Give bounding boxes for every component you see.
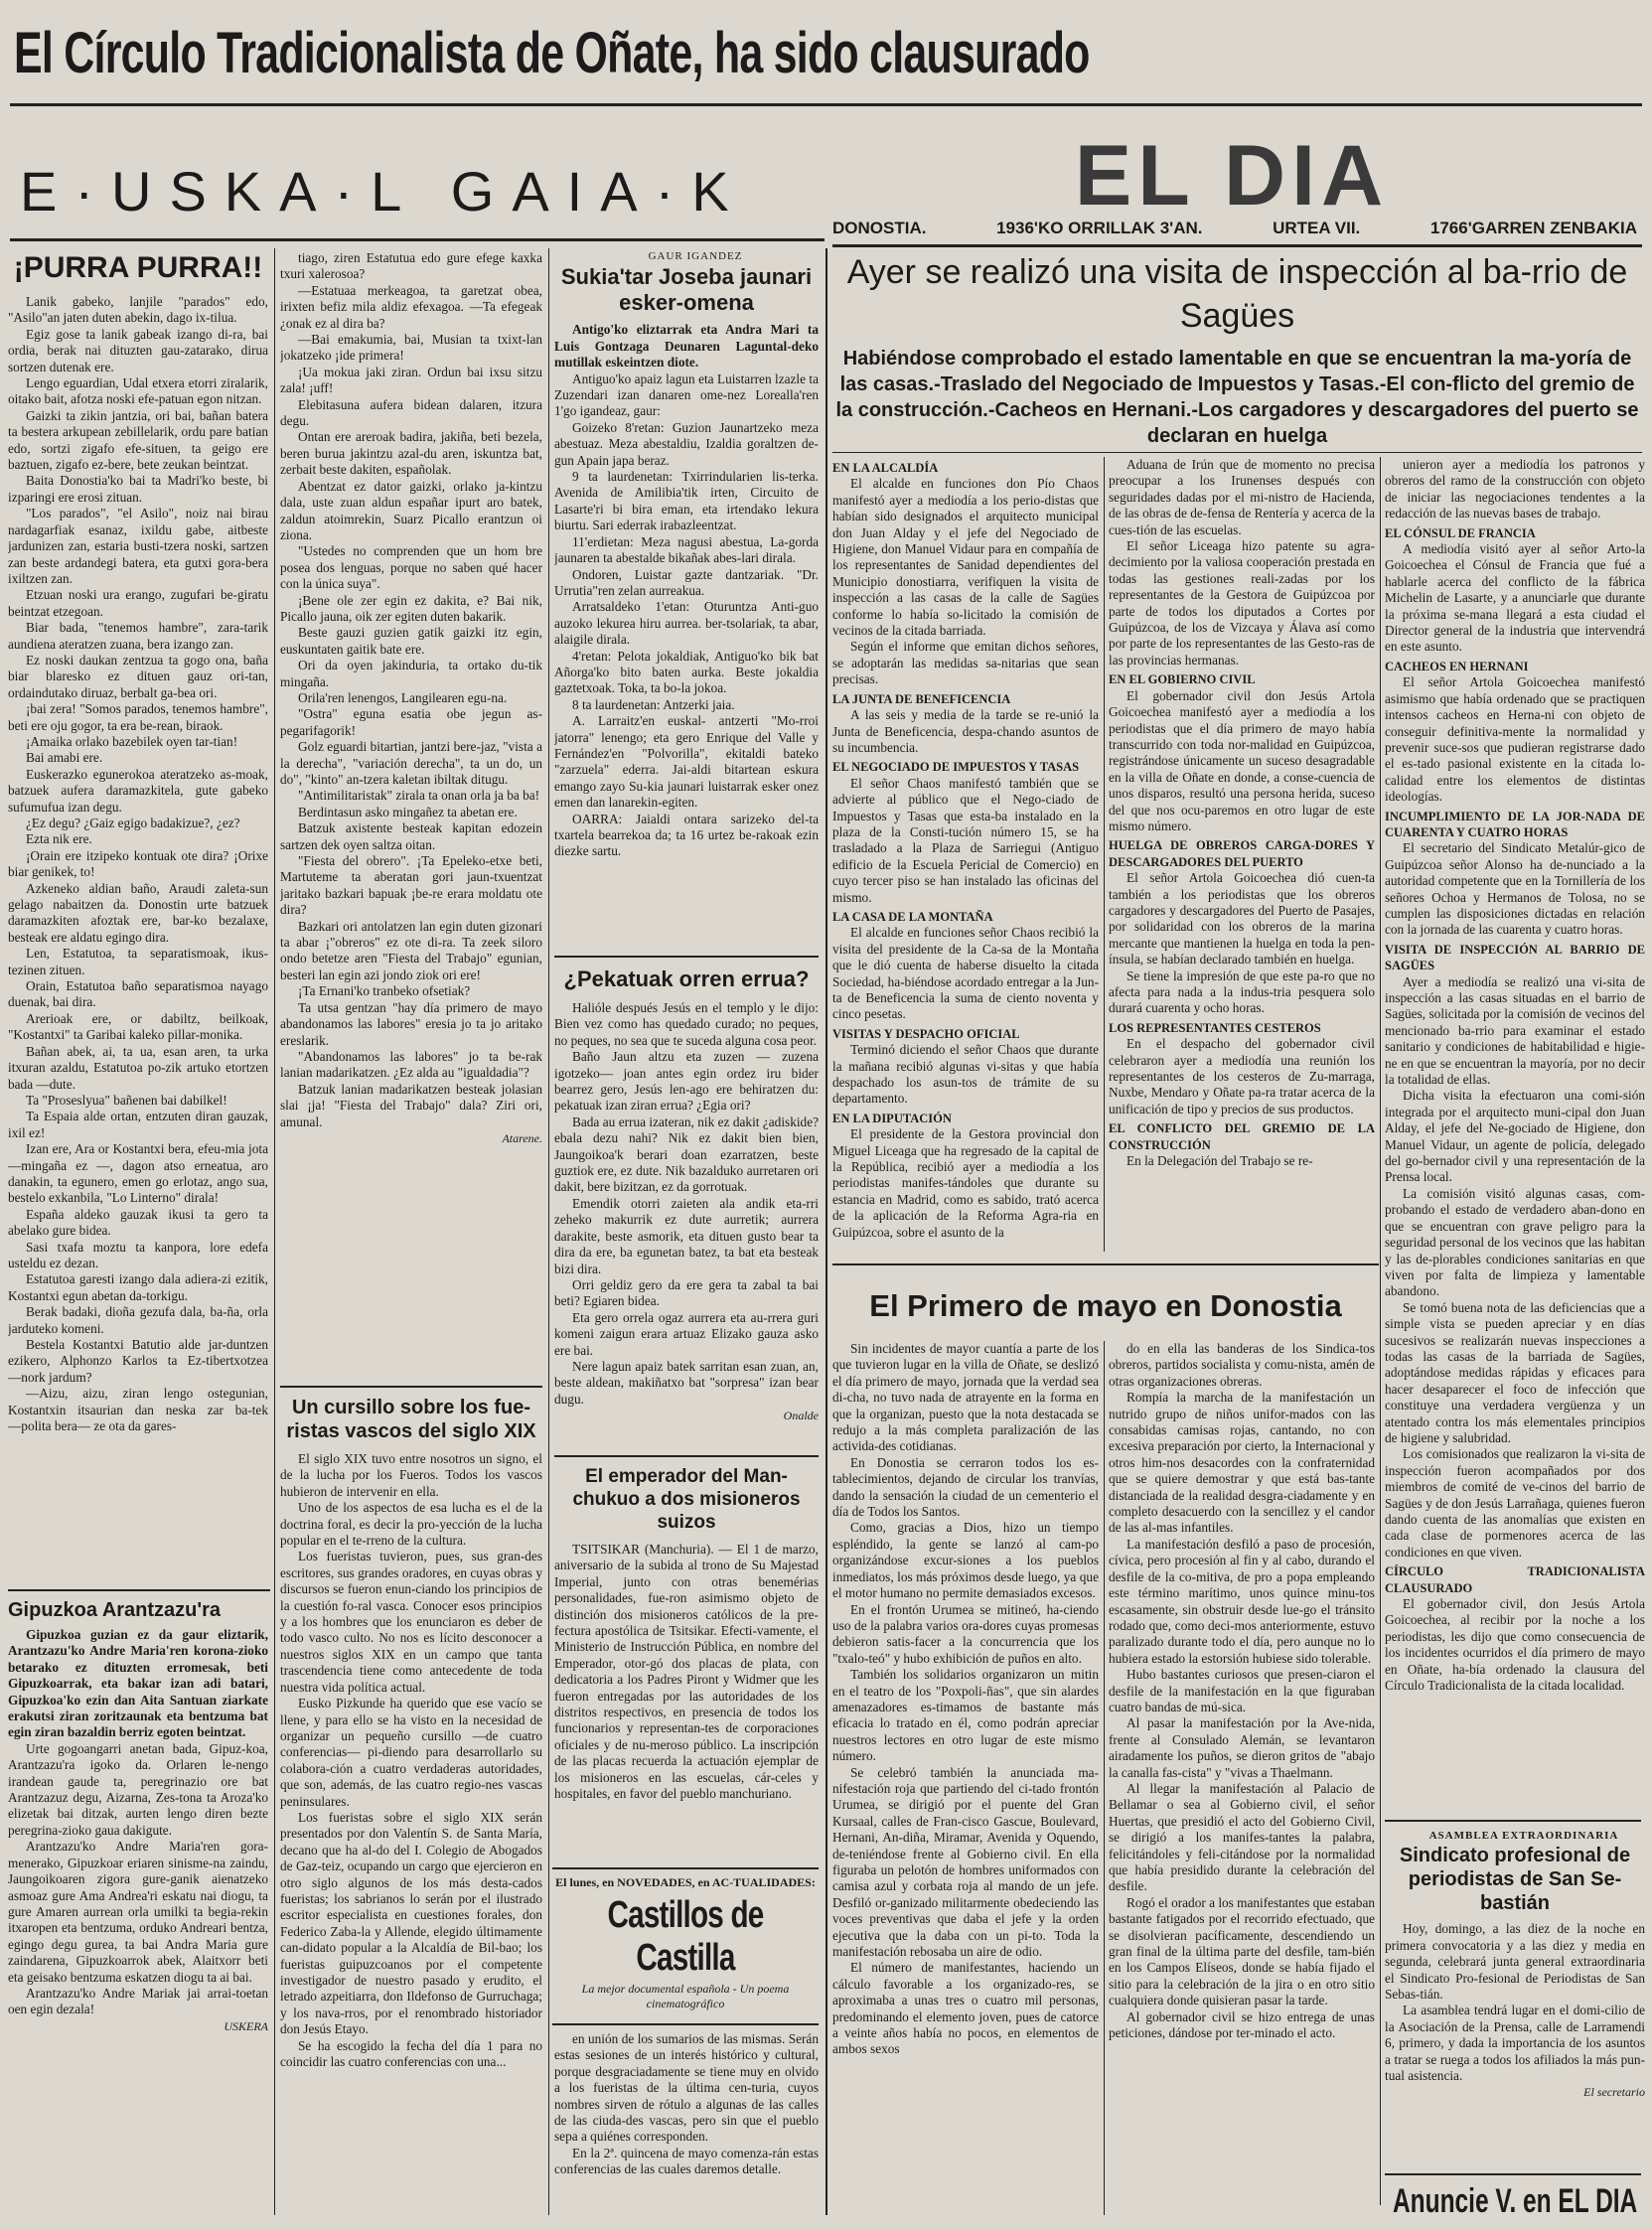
paragraph: Antiguo'ko apaiz lagun eta Luistarren lzazle ta Zuzendari izan danaren ome-nez Lorealla'ren 1'go igandeaz, gaur: [554,371,819,419]
lead-rule [832,452,1642,453]
section-subhead: CÍRCULO TRADICIONALISTA CLAUSURADO [1385,1564,1645,1595]
paragraph: Los fueristas sobre el siglo XIX serán presentados por don Valentín S. de Santa María, decano que ha al-do del I. Colegio de Abogados de Gaz-teiz, ocupando un cargo que ejercieron en otro siglo algunos de los más desta-cados fueristas; los sabrianos lo serán por el ilustrado escritor especialista en cuestiones forales, don Federico Zaba-la y Allende, elegido últimamente can-didato popular a la Alcaldía de Bil-bao; los fueristas guipuzcoanos por el competente investigador de nuestro pasado y erudito, el letrado azpeitiarra, don Ildefonso de Gurruchaga; y los nava-rros, por el renombrado historiador don Jesús Etayo. [280,1809,542,2037]
paragraph: El gobernador civil, don Jesús Artola Goicoechea, al recibir por la noche a los periodistas, les dijo que como consecuencia de los incidentes ocurridos el día primero de mayo en Oñate, ha-bía ordenado la clausura del Círculo Tradicionalista de la citada localidad. [1385,1596,1645,1694]
paragraph: Ez noski daukan zentzua ta gogo ona, baña biar blaresko ez dituen gauz ori-tan, ordaindutako diruaz, berbalt ga-bea ori. [8,652,268,700]
paragraph: 8 ta laurdenetan: Antzerki jaia. [572,696,735,712]
issue-date: 1936'KO ORRILLAK 3'AN. [996,219,1203,237]
paragraph: Terminó diciendo el señor Chaos que durante la mañana recibió algunas vi-sitas y que había despachado los asun-tos de trámite de su departamento. [832,1042,1099,1107]
article-headline: Sindicato profesional de periodistas de San Se-bastián [1399,1845,1631,1915]
section-subhead: EN LA ALCALDÍA [832,461,939,475]
paragraph: Ezta nik ere. [26,831,92,847]
paragraph: El señor Chaos manifestó también que se advierte al público que el Nego-ciado de Impuestos y Tasas que esta-ba instalado en la plaza de la Consti-tución número 15, se ha trasladado a la Plaza de Sarriegui (Antiguo edificio de la Escuela Pericial de Comercio) en cuyo tercer piso se han instalado las oficinas del mismo. [832,775,1099,905]
paragraph: Según el informe que emitan dichos señores, se adoptarán las medidas sa-nitarias que sean precisas. [832,639,1099,687]
paragraph: En el despacho del gobernador civil celebraron ayer a mediodía una reunión los representantes de los cesteros de Zu-marraga, Nuxbe, Mendaro y Oñate pa-ra tratar acerca de la unificación de tipo y precios de sus productos. [1109,1036,1375,1116]
article-kicker: GAUR IGANDEZ [648,250,743,262]
paragraph: ¡Ua mokua jaki ziran. Ordun bai ixsu sitzu zala! ¡uff! [280,364,542,396]
article-rule [1385,1820,1641,1822]
paragraph: España aldeko gauzak ikusi ta gero ta abelako gure bidea. [8,1206,268,1239]
paragraph: Euskerazko egunerokoa ateratzeko as-moak, batzuek aufera daramazkitela, gute gabeko sufumufua izan degu. [8,766,268,815]
paragraph: Batzuk lanian madarikatzen besteak jolasian slai ¡ja! "Fiesta del Trabajo" dala? Ziri ori, amunal. [280,1081,542,1129]
paragraph: Elebitasuna aufera bidean dalaren, itzura degu. [280,396,542,429]
paragraph: Los fueristas tuvieron, pues, sus gran-des escritores, sus grandes oradores, en cuyas obras y discursos se fueron enun-ciando los principios de la cuestión fo-ral vasca. Conocer esos principios y a los hombres que los enunciaron es deber de todo vasco culto. No nos es lícito desconocer a nuestros siglos XIX en un campo que tanta trascendencia tiene como antecedente de toda nuestra vida política actual. [280,1549,542,1695]
paragraph: Bañan abek, ai, ta ua, esan aren, ta urka itxuran azaldu, Estatutoa po-zik artuko etortzen bada ―dute. [8,1043,268,1092]
article-purra-purra-continued [280,250,542,1373]
paragraph: Ta "Proseslyua" bañenen bai dabilkel! [26,1092,227,1108]
paragraph: Bada au errua izateran, nik ez dakit ¿adiskide? ebala dezu nahi? Nik ez dakit bien bien, Jaungoikoa'k berari doan ezarratzen, beste guztiok ere, ez dute. Nik bazalduko aurretaren ori dakit, bere bizitzan, ez da gorrotuak. [554,1114,819,1195]
lead-headline-sagues: Ayer se realizó una visita de inspección al ba-rrio de Sagües [846,253,1628,335]
article-kicker: ASAMBLEA EXTRAORDINARIA [1428,1830,1619,1842]
paragraph: A mediodía visitó ayer al señor Arto-la Goicoechea el Cónsul de Francia que fué a hablarle acerca del conflicto de la fábrica Michelin de Lasarte, y a anunciarle que durante la próxima se-mana llegará a esta ciudad el Director general de la industria que intervendrá en este asunto. [1385,541,1645,655]
article-rule [832,1263,1379,1265]
footer-ad-rule [1385,2173,1641,2175]
article-headline: Sukia'tar Joseba jaunari esker-omena [560,264,813,316]
paragraph: ¡Orain ere itzipeko kontuak ote dira? ¡Orixe biar genikek, to! [8,847,268,880]
paragraph: En el frontón Urumea se mitineó, ha-ciendo uso de la palabra varios ora-dores cuyas promesas debieron satis-facer a la concurrencia que los "txalo-teó" y hubo exhibición de puños en alto. [832,1601,1099,1666]
article-rule [554,956,819,958]
paragraph: en unión de los sumarios de las mismas. Serán estas sesiones de un interés histórico y cultural, porque desgraciadamente se tiene muy en olvido a los fueristas de la última cen-turia, cuyos nombres sirven de rótulo a algunas de las calles de las ciuda-des vascas, pero sin que el pueblo sepa a quiénes corresponden. [554,2031,819,2145]
primero-de-mayo-headline: El Primero de mayo en Donostia [869,1288,1342,1323]
paragraph: Lanik gabeko, lanjile "parados" edo, "Asilo"an jaten duten abekin, dago ix-tilua. [8,294,268,326]
paragraph: En la 2ª. quincena de mayo comenza-rán estas conferencias de las cuales daremos detalle. [554,2145,819,2177]
paragraph: El número de manifestantes, haciendo un cálculo favorable a los organizado-res, se aproximaba a unas tres o cuatro mil personas, predominando el elemento joven, pues de catorce a veinte años había no pocos, en elementos de ambos sexos [832,1960,1099,2057]
paragraph: Estatutoa garesti izango dala adiera-zi ezitik, Kostantxi egun abetan da-torkigu. [8,1271,268,1303]
section-subhead: HUELGA DE OBREROS CARGA-DORES Y DESCARGADORES DEL PUERTO [1109,838,1375,869]
paragraph: Hoy, domingo, a las diez de la noche en primera convocatoria y a las diez y media en segunda, celebrará junta general extraordinaria el Sindicato Pro-fesional de Periodistas de San Sebas-tián. [1385,1921,1645,2003]
article-purra-purra [8,248,268,1579]
column-divider [1380,457,1381,2205]
article-primero-de-mayo [832,1341,1099,2215]
paragraph: 11'erdietan: Meza nagusi abestua, La-gorda jaunaren ta abestalde bikañak abes-lari dirala. [554,533,819,566]
article-signature: USKERA [224,2018,268,2033]
paragraph: Orila'ren lenengos, Langilearen egu-na. [298,689,508,705]
paragraph: Arantzazu'ko Andre Mariak jai arrai-toetan oen egin dezala! [8,1985,268,2017]
article-consul-cacheos-sagues [1385,457,1645,1813]
section-subhead: LOS REPRESENTANTES CESTEROS [1109,1020,1321,1035]
paragraph: El señor Artola Goicoechea dió cuen-ta también a los periodistas que los obreros cargadores y descargadores del Puerto de Pasajes, por solidaridad con los obreros de la marina mercante que mantienen la huelga en toda la pen-ínsula, se habían declarado también en huelga. [1109,870,1375,967]
article-pekatuak [554,966,819,1447]
section-rule [10,238,825,241]
paragraph: Abentzat ez dator gaizki, orlako ja-kintzu dala, uste zuan aldun españar ipurt aro batek, zaldun atoimrekin, Suarz Picallo erantzun oi ziona. [280,478,542,542]
paragraph: Goizeko 8'retan: Guzion Jaunartzeko meza abestuaz. Meza abestaldiu, Izaldia goraltzen de-gun Apain japa beraz. [554,419,819,468]
paragraph: Orri geldiz gero da ere gera ta zabal ta bai beti? Egiaren bidea. [554,1276,819,1309]
paragraph: Arratsaldeko 1'etan: Oturuntza Anti-guo auzoko lekurea hiru aurrea. ber-tsolariak, ta abar, alaigile dirala. [554,599,819,648]
paragraph: Etzuan noski ura erango, zugufari be-giratu beintzat etzegoan. [8,587,268,619]
section-subhead: INCUMPLIMIENTO DE LA JOR-NADA DE CUARENTA Y CUATRO HORAS [1385,809,1645,839]
section-subhead: VISITA DE INSPECCIÓN AL BARRIO DE SAGÜES [1385,942,1645,973]
paragraph: La manifestación desfiló a paso de procesión, cívica, pero procesión al fin y al cabo, durando el desfile de la co-mitiva, de pro a popa empleando este término marítimo, unos quince minu-tos escasamente, sin obstruir desde lue-go el tránsito rodado que, como deci-mos anteriormente, estuvo paralizado durante todo el día, pero aunque no lo hubiera estado la estorsión hubiese sido tolerable. [1109,1536,1375,1666]
section-subhead: EL CÓNSUL DE FRANCIA [1385,525,1536,540]
paragraph: La comisión visitó algunas casas, com-probando el estado de verdadero aban-dono en que se encuentran con grave peligro para la seguridad personal de los vecinos que las habitan y las de-plorables condiciones sanitarias en que viven por falta de limpieza y lamentable abandono. [1385,1185,1645,1299]
article-cursillo-fueristas [280,1396,542,2215]
article-headline: El emperador del Man-chukuo a dos misioneros suizos [572,1466,801,1533]
paragraph: Urte gogoangarri anetan bada, Gipuz-koa, Arantzazu'ra igoko da. Orlaren le-nengo irandean gaude ta, peregrinazio ore bat Arantzazuz degu, Aizarna, Zes-tona ta Aroza'ko elizetak bai ditzak, aurten lengo diren bezte peregrina-zioko gaua dakigute. [8,1740,268,1838]
column-divider [1104,1341,1105,2215]
paragraph: Egiz gose ta lanik gabeak izango di-ra, bai ordia, berak nai dituzten gau-zatarako, dirua sortzen dutenak ere. [8,326,268,374]
paragraph: Beste gauzi guzien gatik gaizki itz egin, euskuntaten gaitik bate ere. [280,625,542,657]
paragraph: ¿Ez degu? ¿Gaiz egigo badakizue?, ¿ez? [26,816,240,830]
castillos-de-castilla-advertisement [552,1867,819,2025]
paragraph: "Los parados", "el Asilo", noiz nai birau nardagarfiak esanaz, ixildu gabe, aitbeste jardunizen zan, estaria busti-tzera noski, sartzen zan beste ardandegi batera, eta gutxi gora-bera ixiltzen zan. [8,506,268,586]
paragraph: Ontan ere areroak badira, jakiña, beti bezela, beren burua jakintzu azal-du aren, iskuntza bat, zerbait beste dakiten, españolak. [280,429,542,478]
paragraph: Se tomó buena nota de las deficiencias que a simple vista se pueden apreciar y en días sucesivos se realizarán nuevas inspecciones a todas las casas de la barriada de Sagües, adoptándose medidas rápidas y eficaces para hacer desaparecer el foco de infección que constituye una verdadera vergüenza y un atentado contra los más elementales principios de higiene y salubridad. [1385,1299,1645,1445]
article-alcaldia [832,457,1099,1252]
paragraph: El alcalde en funciones don Pío Chaos manifestó ayer a mediodía a los perio-distas que habían sido designados el arquitecto municipal don Juan Alday y el jefe del Negociado de Higiene, don Manuel Vidaur para en compañía de los representantes de Sanidad dependientes del Municipio donostiarra, verifiquen la visita de inspección a las casas de la calle de Sagües conforme lo había so-licitado la comisión de vecinos de la citada barriada. [832,476,1099,639]
paragraph: Orain, Estatutoa baño separatismoa nayago duenak, bai dira. [8,978,268,1010]
article-gobierno-civil [1109,457,1375,1252]
paragraph: do en ella las banderas de los Sindica-tos obreros, partidos socialista y comu-nista, amén de otras organizaciones obreras. [1109,1341,1375,1389]
paragraph: Baño Jaun altzu eta zuzen ― zuzena igotzeko― joan antes egin ordez iru bider bearrez gero, Jesús len-ago ere behiratzen du: pekatuak izan ziran errua? ¿Egia ori? [554,1049,819,1114]
section-title-euskal-gaiak: E·USKA·L GAIA·K [20,160,747,223]
paragraph: Azkeneko aldian baño, Araudi zaleta-sun gelago nabaitzen da. Donostin urte batzuek daramazkiten afoztak ere, bar-ko bezalaxe, besteak ere aldatu egingo dira. [8,880,268,945]
paragraph: A. Larraitz'en euskal- antzerti "Mo-rroi jatorra" lenengo; eta gero Enrique del Valle y Fernández'en "Polvorilla", ekitaldi bateko "zarzuela" ederra. Jai-aldi bitartean eskura emango zayo Su-kia jaunari luistarrak esker onez emen dan lanarekin-egiten. [554,713,819,811]
article-body [8,294,268,1434]
paragraph: ¡Amaika orlako bazebilek oyen tar-tian! [26,733,238,749]
paragraph: Eusko Pizkunde ha querido que ese vacío se llene, y para ello se ha visto en la necesidad de organizar un pequeño cursillo ―de cuatro conferencias― pi-diendo para desarrollarlo su colabora-ción a cuatro verdaderas autoridades, que son, además, de las cuatro regio-nes vascas peninsulares. [280,1696,542,1809]
paragraph: unieron ayer a mediodía los patronos y obreros del ramo de la construcción con objeto de iniciar las negociaciones tendentes a la redacción de las nuevas bases de trabajo. [1385,457,1645,521]
paragraph: Al gobernador civil se hizo entrega de unas peticiones, dándose por ter-minado el acto. [1109,2008,1375,2041]
paragraph: El señor Artola Goicoechea manifestó asimismo que había ordenado que se practiquen intensos cacheos en Herna-ni con objeto de conseguir definitiva-mente la normalidad y prevenir suce-sos que pudieran registrarse dado el es-tado pasional existente en la citada lo-calidad entre los elementos de distintas ideologías. [1385,674,1645,805]
paragraph: "Abandonamos las labores" jo ta be-rak lanian madarikatzen. ¿Ez alda au "igualdadia"? [280,1048,542,1081]
section-subhead: EL CONFLICTO DEL GREMIO DE LA CONSTRUCCIÓN [1109,1121,1375,1152]
paragraph: Rompía la marcha de la manifestación un nutrido grupo de niños unifor-mados con las consabidas camisas rojas, cantando, no con excesiva preparación por cierto, la Internacional y otros him-nos desacordes con la confraternidad que se quiere demostrar y que está bas-tante distanciada de la realidad desgra-ciadamente y en completo desacuerdo con la sencillez y el candor de las al-mas infantiles. [1109,1390,1375,1536]
paragraph: "Ostra" eguna esatia obe jegun as-pegarifagorik! [280,706,542,738]
paragraph: Emendik otorri zaieten ala andik eta-rri zeheko makurrik ez dute aurretik; aurrera darakite, beste asmorik, eta dituen gusto bear ta dira da ere, ba egunetan batez, ta bat eta besteak bizi dira. [554,1195,819,1276]
paragraph: El siglo XIX tuvo entre nosotros un signo, el de la lucha por los Fueros. Todos los vascos hubieron de intervenir en ella. [280,1451,542,1499]
paragraph: Bestela Kostantxi Batutio alde jar-duntzen ezikero, Alphonzo Karlos ta Ez-tibertxotzea ―nork jardum? [8,1337,268,1385]
paragraph: Arantzazu'ko Andre Maria'ren gora-menerako, Gipuzkoar eriaren sinisme-na zaindu, Jaungoikoaren zigora gure-ganik aienatzeko asmoaz gure Ama Andrea'ri eskatu nai diogu, ta gure Amaren aurrean orla umilki ta begia-rekin itxaropen eta bentzuma, orduko Andreari bentza, egingo degu gurea, ta bai Andra Maria gure zaindarena, Gipuzkoarrok abek, Alaitxorr beti eta geisako bentzuma eskatzen diogu ta ai bai. [8,1839,268,1985]
paragraph: Berdintasun asko mingañez ta abetan ere. [298,804,518,819]
paragraph: Ayer a mediodía se realizó una vi-sita de inspección a las casas situadas en el barrio de Sagües, solicitada por la comisión de vecinos del mencionado ba-rrio para examinar el estado sanitario y condiciones de habitabilidad e higie-ne en que se encuentran la mayoría, por no decir la totalidad de ellas. [1385,973,1645,1088]
paragraph: ¡Ta Ernani'ko tranbeko ofsetiak? [298,983,471,999]
paragraph: El señor Liceaga hizo patente su agra-decimiento por la valiosa cooperación prestada en todas las gestiones reali-zadas por los representantes de la Gestora de Guipúzcoa por parte de todos los diputados a Cortes por Guipúzcoa, de los de Vizcaya y Álava así como por parte de los representantes de las Gesto-ras de las provincias hermanas. [1109,538,1375,668]
article-signature: El secretario [1583,2085,1645,2100]
paragraph: Len, Estatutoa, ta separatismoak, ikus-tezinen zituen. [8,946,268,977]
paragraph: La asamblea tendrá lugar en el domi-cilio de la Asociación de la Prensa, calle de Larramendi 6, primero, y dada la importancia de los asuntos a tratar se ruega a todos los afiliados la más pun-tual asistencia. [1385,2003,1645,2084]
paragraph: Uno de los aspectos de esa lucha es el de la doctrina foral, es decir la pro-yección de la lucha popular en el te-rreno de la cultura. [280,1500,542,1549]
paragraph: En la Delegación del Trabajo se re- [1126,1153,1313,1169]
paragraph: 4'retan: Pelota jokaldiak, Antiguo'ko bik bat Añorga'ko bito baten aurka. Beste jokaldia gaztetxoak. Toka, ta bo-la jokoa. [554,648,819,696]
paragraph: Ta Espaia alde ortan, entzuten diran gauzak, ixil ez! [8,1109,268,1140]
paragraph: Se ha escogido la fecha del día 1 para no coincidir las cuatro conferencias con una... [280,2037,542,2070]
paragraph: tiago, ziren Estatutua edo gure efege kaxka txuri xalerosoa? [280,250,542,282]
banner-rule [10,103,1642,106]
article-signature: Atarene. [502,1130,542,1145]
paragraph: Berak badaki, dioña gezufa dala, ba-ña, orla jarduteko komeni. [8,1304,268,1336]
paragraph: En Donostia se cerraron todos los es-tablecimientos, dejando de circular los tranvías, dando la sensación la ciudad de un cementerio el día de Todos los Santos. [832,1454,1099,1520]
paragraph: A las seis y media de la tarde se re-unió la Junta de Beneficencia, despa-chando asuntos de su incumbencia. [832,707,1099,755]
masthead-rule [832,244,1642,247]
paragraph: Ori da oyen jakinduria, ta ortako du-tik mingaña. [280,658,542,689]
column-divider [826,248,827,2215]
article-cursillo-continued [554,2031,819,2215]
paragraph: Al llegar la manifestación al Palacio de Bellamar o sea al Gobierno civil, el señor Huertas, que presidió el acto del Gobierno Civil, se dirigió a los manifes-tantes la palabra, felicitándoles y feli-citándose por la normalidad que había presidido durante la celebración del desfile. [1109,1780,1375,1894]
section-subhead: VISITAS Y DESPACHO OFICIAL [832,1026,1020,1041]
paragraph: "Antimilitaristak" zirala ta onan orla ja ba ba! [298,788,540,804]
paragraph: Batzuk axistente besteak kapitan edozein sartzen dek oyen saltza oitan. [280,820,542,852]
front-page-banner-headline: El Círculo Tradicionalista de Oñate, ha sido clausurado [14,21,1090,85]
paragraph: ―Bai emakumia, bai, Musian ta txixt-lan jokatzeko ¡ide primera! [280,332,542,364]
article-rule [554,1455,819,1457]
issue-year: URTEA VII. [1273,219,1361,237]
paragraph: Aduana de Irún que de momento no precisa preocupar a los Irunenses después con seguridades dadas por el mi-nistro de Hacienda, de las obras de de-fensa de Rentería y acerca de la cues-tión de las escuelas. [1109,457,1375,537]
paragraph: Antigo'ko eliztarrak eta Andra Mari ta Luis Gontzaga Deunaren Laguntal-deko mutillak eskeintzen diote. [554,322,819,371]
paragraph: Ta utsa gentzan "hay día primero de mayo abandonamos las labores" eresia jo ta jo aritako ereslarik. [280,999,542,1048]
paragraph: Lengo eguardian, Udal etxera etorri ziralarik, oitako bait, afotza noski efe-patuan egon nitzan. [8,375,268,407]
section-subhead: EL NEGOCIADO DE IMPUESTOS Y TASAS [832,760,1080,775]
paragraph: Como, gracias a Dios, hizo un tiempo espléndido, la gente se lanzó al cam-po organizándose excur-siones a los pueblos inmediatos, los más próximos desde luego, ya que el motor humano no permite demasiados excesos. [832,1520,1099,1601]
paragraph: Hubo bastantes curiosos que presen-ciaron el desfile de la manifestación en la que figuraban cuatro bandas de mú-sica. [1109,1667,1375,1714]
paragraph: 9 ta laurdenetan: Txirrindularien lis-terka. Avenida de Amilibia'tik irten, Circuito de Lasarte'ri bi bira eman, eta irtendako lekura biurtu. Sari ederrak irabazleentzat. [554,469,819,533]
section-subhead: EN EL GOBIERNO CIVIL [1109,672,1256,687]
paragraph: Al pasar la manifestación por la Ave-nida, frente al Consulado Alemán, se levantaron airadamente los puños, se dieron gritos de "abajo la canalla fas-cista" y "vivas a Thaelmann. [1109,1715,1375,1780]
column-divider [548,248,549,2215]
paragraph: Golz eguardi bitartian, jantzi bere-jaz, "vista a la derecha", "variación derecha", ta un do, un do", "kinto" an-tzera kaletan ibiltak ditugu. [280,739,542,787]
paragraph: ―Estatuaa merkeagoa, ta garetzat obea, irixten befiz mila aldiz efexagoa. ―Ta efegeak ¿onak ez al dira ba? [280,282,542,331]
paragraph: Rogó el orador a los manifestantes que estaban bastante fatigados por el recorrido efectuado, que se disolvieran pacíficamente, descendiendo un gran final de la última parte del desfile, tam-bién en los Campos Elíseos, donde se había fijado el sitio para la celebración de la jira o en otro sitio cualquiera donde quisieran pasar la tarde. [1109,1894,1375,2008]
paragraph: Bazkari ori antolatzen lan egin duten gizonari ta abar ¡"obreros" ez ote di-ra. Ta zeek siloro ondo betetze aren "Fiesta del Trabajo" egunian, besteri lan egin azi jondo ziok ori ere! [280,918,542,982]
paragraph: ¡Bene ole zer egin ez dakita, e? Bai nik, Picallo jauna, oik zer egiten duten bakarik. [280,592,542,624]
section-subhead: LA JUNTA DE BENEFICENCIA [832,691,1011,706]
paragraph: El presidente de la Gestora provincial don Miguel Liceaga que ha regresado de la capital de la República, recibió ayer a mediodía a los periodistas manifes-tándoles que durante su estancia en Madrid, como es sabido, trató acerca de la aplicación de la Reforma Agra-ria en Guipúzcoa, sobre el asunto de la [832,1126,1099,1240]
issue-number: 1766'GARREN ZENBAKIA [1429,219,1637,237]
paragraph: ¡bai zera! "Somos parados, tenemos hambre", beti ere oju gogor, ta era be-rean, biraok. [8,701,268,733]
paragraph: Izan ere, Ara or Kostantxi bera, efeu-mia jota ―mingaña ez ―, dagon atso erneatua, aro danakin, ta egunero, emen go erlotaz, ango sua, bestelo exkanbila, "Lo Linterno" dirala! [8,1141,268,1206]
paragraph: Sasi txafa moztu ta kanpora, lore edefa usteldu ez dezan. [8,1239,268,1270]
paragraph: Ondoren, Luistar gazte dantzariak. "Dr. Urrutia"ren zelan aurreakua. [554,566,819,598]
paragraph: Dicha visita la efectuaron una comi-sión integrada por el arquitecto muni-cipal don Juan Alday, el jefe del Ne-gociado de Higiene, don Manuel Vidaur, un agente de policía, delegado del go-bernador civil y una representación de la Prensa local. [1385,1088,1645,1185]
paragraph: Nere lagun apaiz batek sarritan esan zuan, an, beste aldean, makiñatxo bat "sorpresa" izan bear dugu. [554,1358,819,1407]
issue-date-bar [832,214,1637,243]
article-emperador-manchukuo [554,1465,819,1858]
paragraph: Gipuzkoa guzian ez da gaur eliztarik, Arantzazu'ko Andre Maria'ren korona-zioko betarako ez dituzten erromesak, beti Gipuzkoarrak, eta bakar izan adi batari, Gipuzkoa'ko ezin dan Aita Santuan ziarkate erakutsi ziran zoritzaunak eta bentzuma bat egin ziran bazaldin berriz egoten beintzat. [8,1627,268,1740]
paragraph: OARRA: Jaialdi ontara sarizeko del-ta txartela bearrekoa da; ta 16 urtez be-rakoak ezin diezke sartu. [554,811,819,859]
article-gipuzkoa-arantzazura [8,1597,268,2213]
paragraph: Baita Donostia'ko bai ta Madri'ko beste, bi izparingi ere erosi zituan. [8,473,268,505]
paragraph: Arerioak ere, or dabiltz, beilkoak, "Kostantxi" ta Garibai kaleko pillar-monika. [8,1010,268,1043]
anuncie-footer-advertisement: Anuncie V. en EL DIA [1393,2182,1638,2220]
article-signature: Onalde [783,1409,819,1423]
paragraph: Bai amabi ere. [26,750,103,766]
paragraph: Sin incidentes de mayor cuantía a parte de los que tuvieron lugar en la villa de Oñate, se deslizó el día primero de mayo, jornada que la verdad sea di-cha, no tuvo nada de atrayente en la forma en que la organizan, puesto que la nota destacada se redujo a la más completa paralización de las activida-des cotidianas. [832,1341,1099,1454]
paragraph: "Ustedes no comprenden que un hom bre posea dos lenguas, porque no saben qué hacer con la única suya". [280,543,542,592]
paragraph: "Fiesta del obrero". ¡Ta Epeleko-etxe beti, Martuteme ta aberatan gori jaun-txuentzat jaritako bazkari bapuak ¡be-re erara moldatu ote dira? [280,853,542,918]
newspaper-masthead: EL DIA [1074,128,1390,223]
paragraph: Halióle después Jesús en el templo y le dijo: Bien vez como has quedado curado; no peques, no peques, no sea que te suceda alguna cosa peor. [554,1000,819,1048]
paragraph: TSITSIKAR (Manchuria). ― El 1 de marzo, aniversario de la subida al trono de Su Majestad Imperial, junto con otras benemérias personalidades, fue-ron asimismo objeto de distinción dos misioneros católicos de la pre-fectura apostólica de Tsitsikar. Efecti-vamente, el Ministerio de Instrucción Pública, en nombre del Emperador, otor-gó dos placas de plata, con dedicatoria a los Padres Piront y Widmer que les fueron entregadas por las autoridades de los distritos respectivos, en presencia de todos los funcionarios y representan-tes de corporaciones oficiales y de nu-meroso público. La inscripción de las placas recuerda la actuación ejemplar de los misioneros en las escuelas, cár-celes y hospitales, en favor del pueblo manchuriano. [554,1542,819,1802]
paragraph: El alcalde en funciones señor Chaos recibió la visita del presidente de la Ca-sa de la Montaña que le dió cuenta de haberse disuelto la citada Sociedad, ha-biéndose acordado entregar a la Jun-ta de Beneficencia la suma de ciento noventa y cinco pesetas. [832,925,1099,1022]
paragraph: Eta gero orrela ogaz aurrera eta au-rrera guri komeni zaigun erara artuaz Elizako gauza asko ere bai. [554,1309,819,1358]
article-sindicato-periodistas [1385,1828,1645,2165]
paragraph: El gobernador civil don Jesús Artola Goicoechea manifestó ayer a mediodía a los periodistas que el día primero de mayo había transcurrido con toda nor-malidad en Guipúzcoa, registrándose únicamente un suceso desagradable en la villa de Oñate en donde, a conse-cuencia de unos disparos, resultó una persona herida, suceso del que nos ocu-paremos en otro lugar de este mismo número. [1109,687,1375,833]
article-headline: ¿Pekatuak orren errua? [563,966,810,991]
paragraph: Se celebró también la anunciada ma-nifestación roja que partiendo del ci-tado frontón Urumea, se dirigió por el puente del Gran Kursaal, calles de Fran-cisco Gascue, Boulevard, Hernani, An-diña, Miramar, Avenida y Oquendo, de-teniéndose frente al Gobierno civil. En ella figuraba un pelotón de hombres uniformados con camisa azul y corbata roja al mando de un jefe. Desfiló or-ganizado militarmente obedeciendo las voces preventivas que daba el jefe y la orden ejecutiva que la daba con un pi-to. Toda la manifestación rebosaba un aire de odio. [832,1764,1099,1960]
section-subhead: EN LA DIPUTACIÓN [832,1111,952,1125]
paragraph: El secretario del Sindicato Metalúr-gico de Guipúzcoa señor Alonso ha de-nunciado a la autoridad competente que en la Tornillería de los señores Ochoa y Hermanos de Tolosa, no se cumplen las disposiciones dictadas en relación con la jornada de las cuarenta y cuatro horas. [1385,840,1645,938]
ad-intro: El lunes, en NOVEDADES, en AC-TUALIDADES: [555,1875,816,1889]
lead-deck: Habiéndose comprobado el estado lamentable en que se encuentran la ma-yoría de las casas.-Traslado del Negociado de Impuestos y Tasas.-El con-flicto del gremio de la construcción.-Cacheos en Hernani.-Los cargadores y descargadores del puerto se declaran en huelga [835,348,1639,447]
article-headline: Gipuzkoa Arantzazu'ra [8,1599,222,1621]
paragraph: Gaizki ta zikin jantzia, ori bai, bañan batera ta bestera arkupean zebillelarik, ordu pare batian edo, sortzi zigafo efe-situen, ta geigo ere baztuen, zigafo ez-bere, bete zeukan beintzat. [8,407,268,473]
article-headline: ¡PURRA PURRA!! [13,251,263,284]
paragraph: Biar bada, "tenemos hambre", zara-tarik aundiena ateratzen zuana, bera izango zan. [8,620,268,652]
ad-title: Castillos de Castilla [607,1894,764,1979]
section-subhead: LA CASA DE LA MONTAÑA [832,909,993,924]
article-rule [8,1589,270,1591]
column-divider [274,248,275,2215]
column-divider [1104,457,1105,1252]
paragraph: También los solidarios organizaron un mitin en el teatro de los "Poxpoli-ñas", que sin alardes amenazadores es-timamos de bastante más eficacia lo tratado en él, como podrán apreciar nuestros lectores en otro lugar de este mismo número. [832,1667,1099,1764]
article-primero-de-mayo-continued [1109,1341,1375,2215]
ad-tagline: La mejor documental española - Un poema cinematográfico [581,1982,790,2010]
article-rule [280,1386,542,1388]
paragraph: Los comisionados que realizaron la vi-sita de inspección fueron acompañados por dos miembros de comité de ve-cinos del barrio de Sagües y de don Jesús Larrañaga, quienes fueron dando cuenta de las anomalías que existen en cada clase de pormenores acerca de las condiciones en que viven. [1385,1446,1645,1560]
issue-city: DONOSTIA. [832,219,927,237]
article-sukia-omenaldia [554,248,819,944]
paragraph: ―Aizu, aizu, ziran lengo ostegunian, Kostantxin itsaurian dan neska zar ba-tek ―polita bera― ze ota da gares- [8,1386,268,1434]
paragraph: Se tiene la impresión de que este pa-ro que no afecta para nada a la indus-tria pesquera solo durará cuarenta y ocho horas. [1109,967,1375,1016]
section-subhead: CACHEOS EN HERNANI [1385,659,1529,673]
article-headline: Un cursillo sobre los fue-ristas vascos del siglo XIX [286,1397,536,1442]
